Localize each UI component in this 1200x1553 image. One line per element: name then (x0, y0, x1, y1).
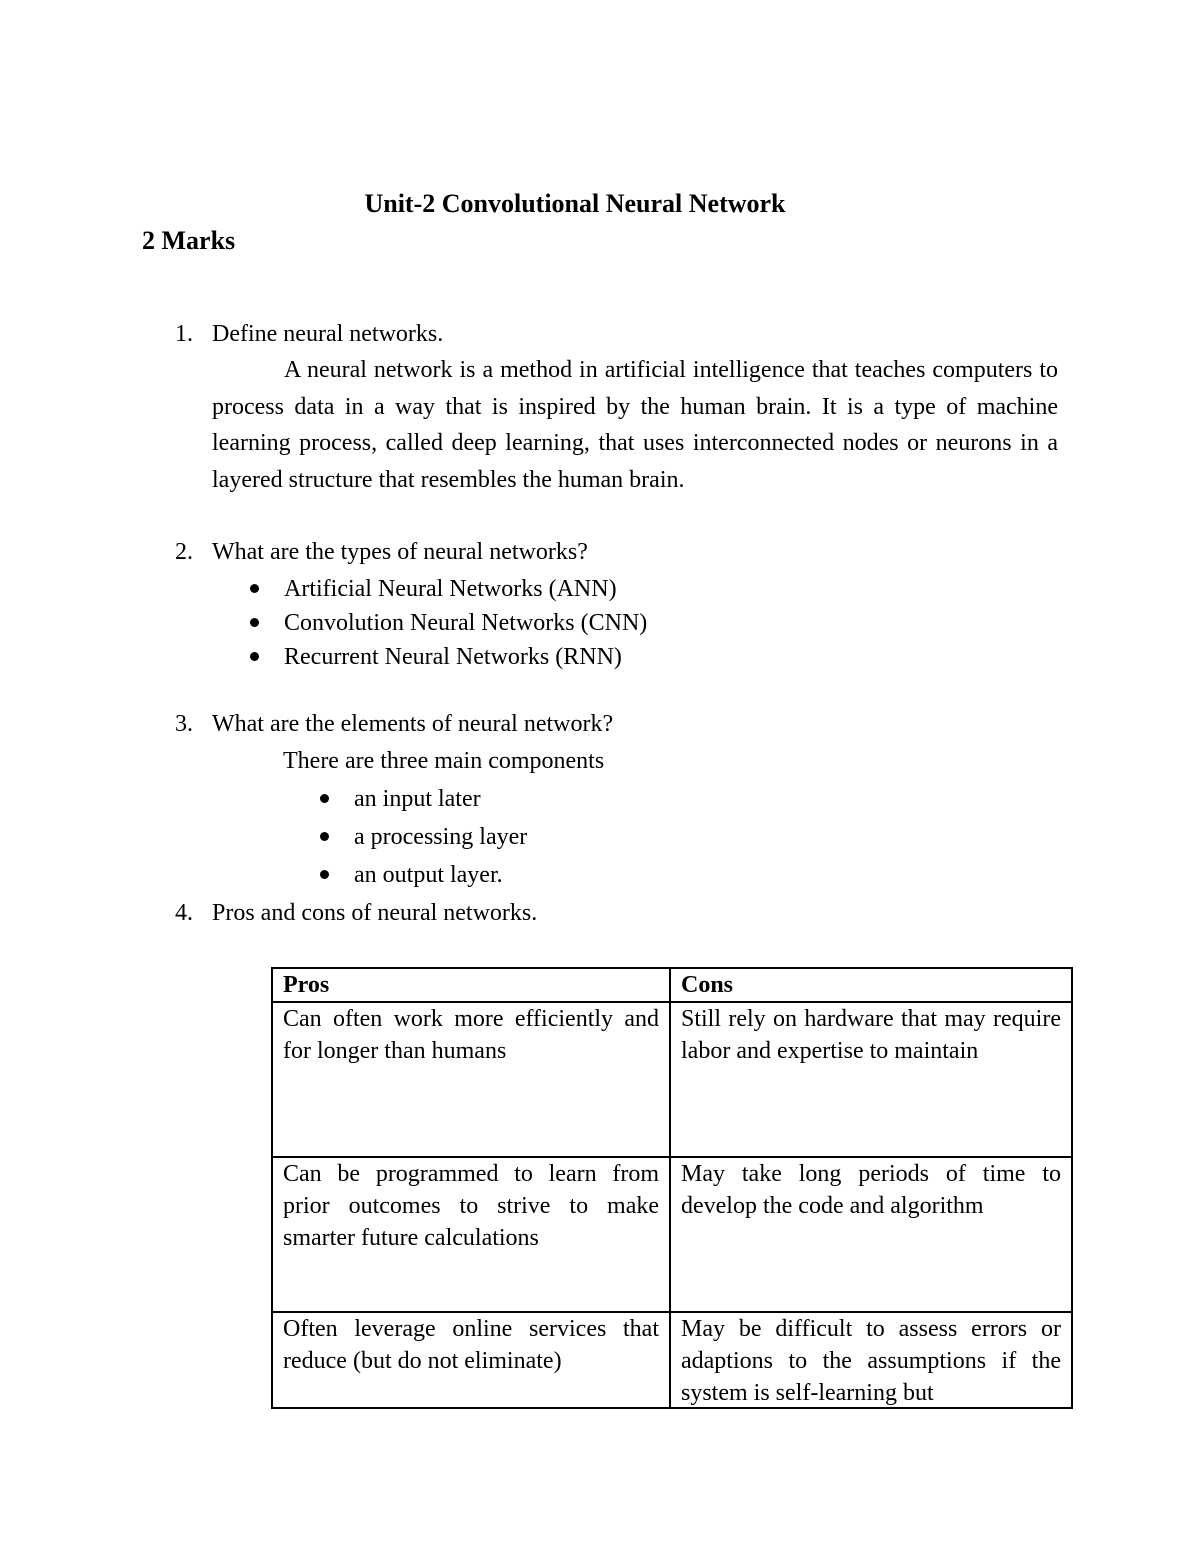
table-cell-pro: Can often work more efficiently and for longer than humans (272, 1002, 670, 1157)
question-text: What are the types of neural networks? (212, 539, 588, 565)
column-header-pros: Pros (272, 968, 670, 1002)
table-row (272, 1312, 1072, 1408)
bullet-icon (320, 870, 329, 879)
components-intro: There are three main components (283, 748, 605, 774)
table-cell-con: Still rely on hardware that may require labor and expertise to maintain (670, 1002, 1072, 1157)
table-cell-pro (272, 1312, 670, 1408)
table-cell-con: May take long periods of time to develop the code and algorithm (670, 1157, 1072, 1312)
question-number: 3. (175, 711, 193, 737)
table-header-row (272, 968, 1072, 1002)
question-number: 1. (175, 321, 193, 347)
cell-text: May be difficult to assess errors or adaptions to the assumptions if the system is self-learning but (681, 1316, 1061, 1406)
section-heading: 2 Marks (142, 226, 236, 255)
pros-cons-table (271, 967, 1073, 1409)
table-cell-pro: Can be programmed to learn from prior outcomes to strive to make smarter future calculations (272, 1157, 670, 1312)
answer-text: A neural network is a method in artificial intelligence that teaches computers to process data in a way that is inspired by the human brain. It is a type of machine learning process, called deep learning, that uses interconnected nodes or neurons in a layered structure that resembles the human brain. (212, 357, 1058, 493)
question-text: Pros and cons of neural networks. (212, 900, 538, 926)
bullet-icon (250, 652, 259, 661)
bullet-icon (250, 584, 259, 593)
question-number: 4. (175, 900, 193, 926)
bullet-icon (250, 618, 259, 627)
table-row (272, 1157, 1072, 1312)
bullet-icon (320, 794, 329, 803)
question-text: What are the elements of neural network? (212, 711, 614, 737)
question-number: 2. (175, 539, 193, 565)
table-row (272, 1002, 1072, 1157)
table-cell-con (670, 1312, 1072, 1408)
question-text: Define neural networks. (212, 321, 444, 347)
cell-text: Often leverage online services that reduce (but do not eliminate) (283, 1316, 659, 1374)
document-page: Unit-2 Convolutional Neural Network 2 Marks 1. Define neural networks. A neural network is a method in artificial intelligence that teaches computers to process data in a way that is inspired by the human brain. It is a type of machine learning process, called deep learning, that uses interconnected nodes or neurons in a layered structure that resembles the human brain. 2. What are the types of neural networks? Artificial Neural Networks (ANN) Convolution Neural Networks (CNN) Recurrent Neural Networks (RNN) 3. What are the elements of neural network? There are three main components an input later a processing layer an output layer. 4. Pros and cons of neural networks. Pros Cons Can often work more efficiently and for longer than humans Still rely on hardware that may require labor and expertise to maintain Can be programmed to learn from prior outcomes to strive to make smarter future calculations May take long periods of time to develop the code and algorithm Often leverage online services that reduce (but do not eliminate) May be difficult to assess errors or adaptions to the assumptions if the system is self-learning but (0, 0, 1200, 1553)
column-header-cons: Cons (670, 968, 1072, 1002)
document-title: Unit-2 Convolutional Neural Network (364, 189, 786, 218)
bullet-icon (320, 832, 329, 841)
answer-1 (212, 352, 1058, 498)
